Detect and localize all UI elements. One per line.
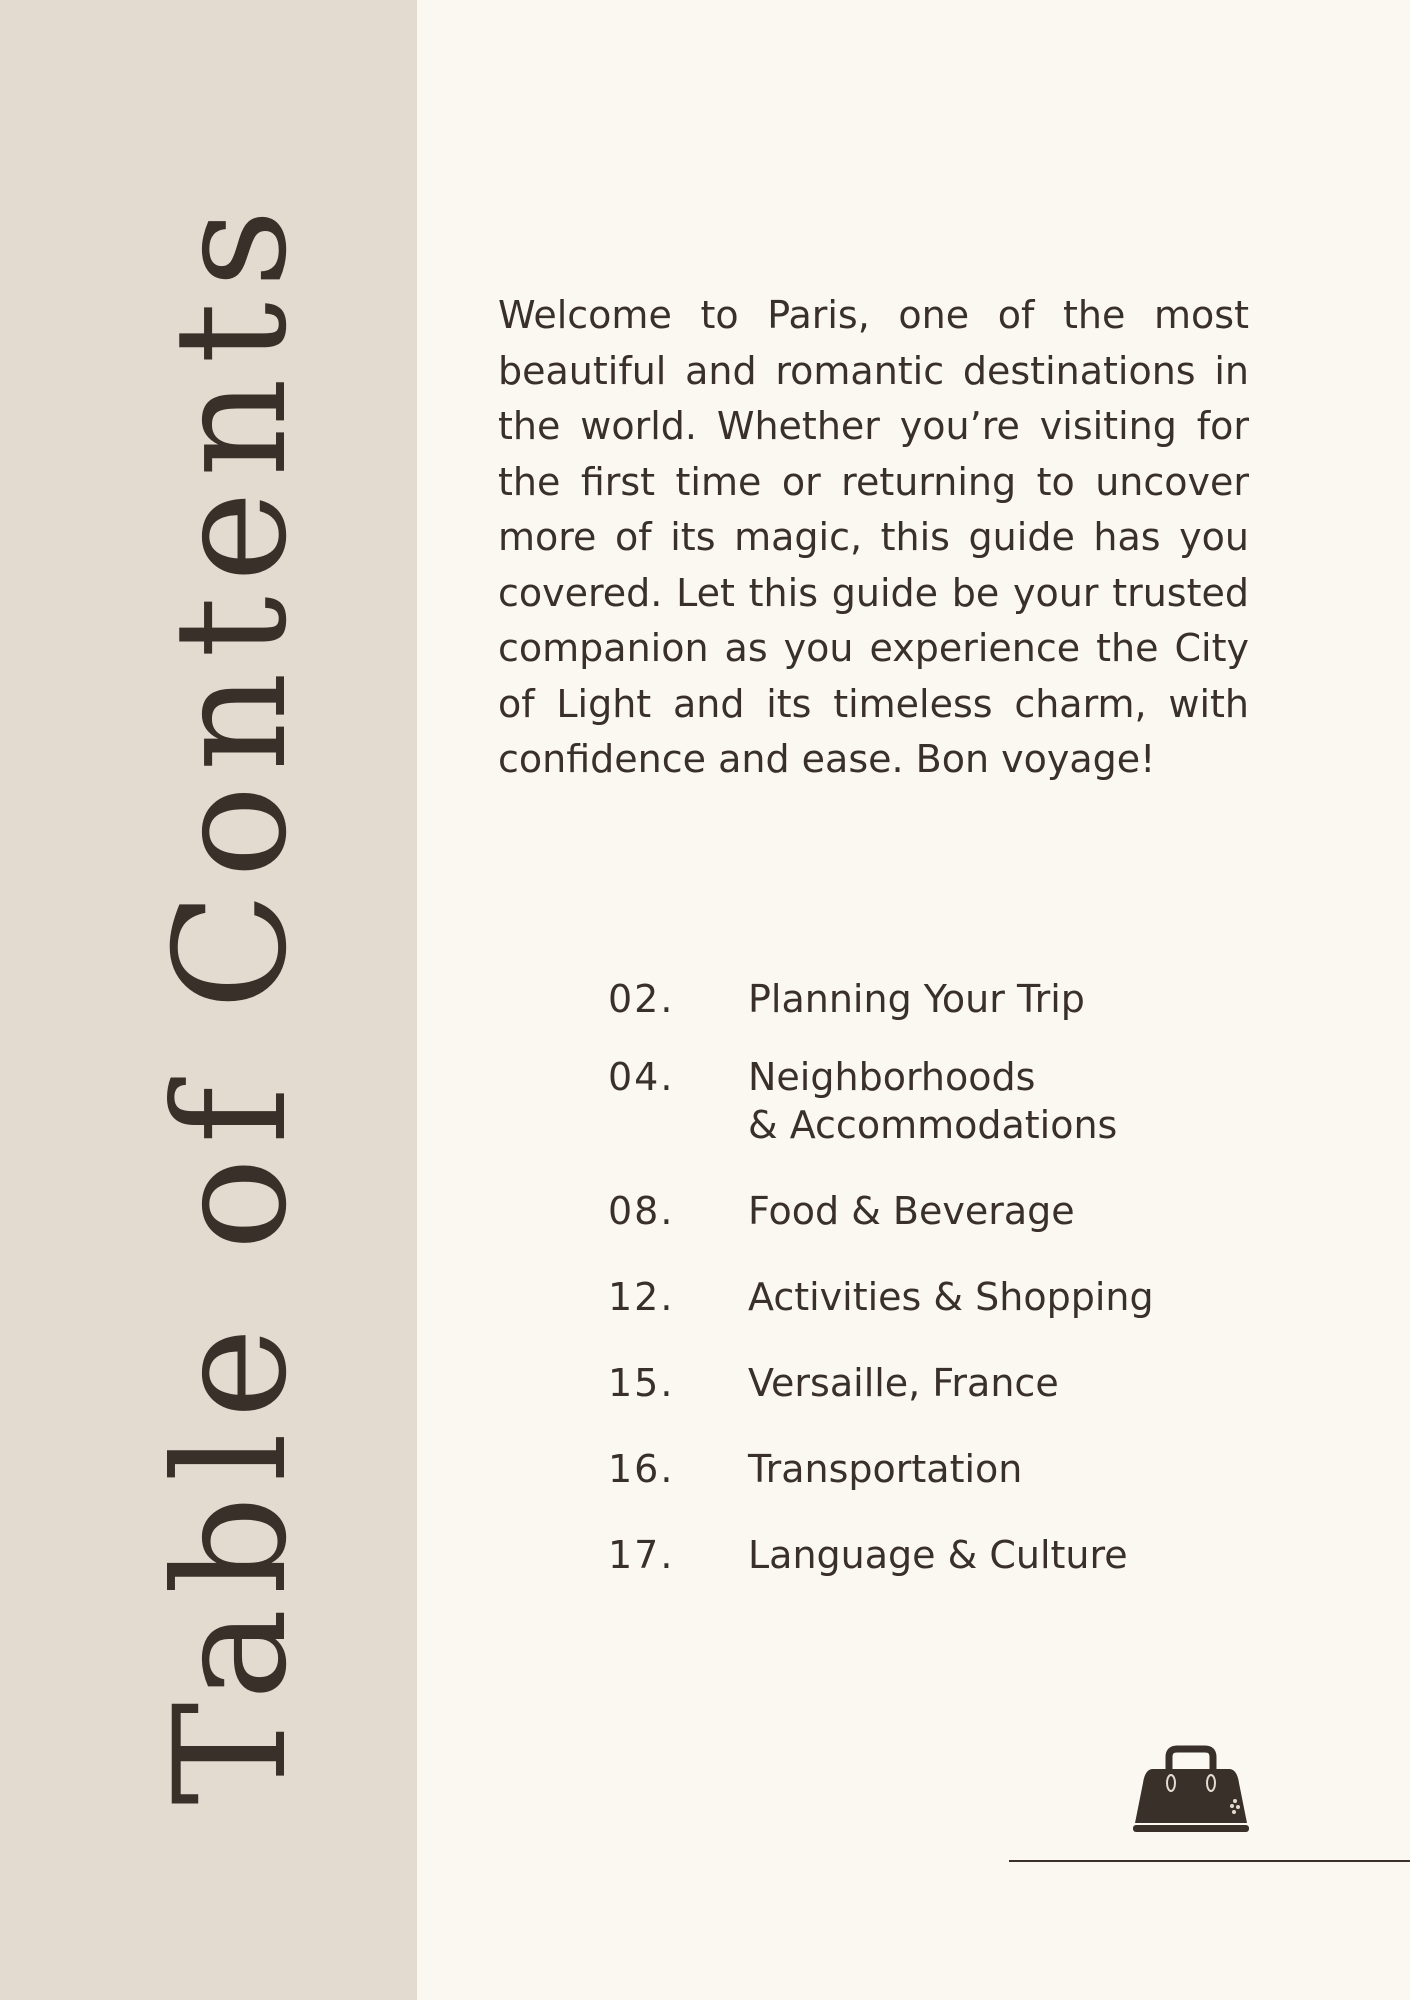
toc-item-language[interactable] — [608, 1531, 1248, 1579]
toc-item-label: Transportation — [748, 1447, 1023, 1491]
sidebar — [0, 0, 417, 2000]
toc-item-neighborhoods[interactable] — [608, 1053, 1248, 1149]
table-of-contents — [608, 975, 1248, 1617]
toc-item-label: Versaille, France — [748, 1361, 1059, 1405]
page-title: Table of Contents — [142, 194, 321, 1806]
toc-item-label: Neighborhoods & Accommodations — [748, 1055, 1118, 1147]
toc-item-planning[interactable] — [608, 975, 1248, 1023]
toc-page-number: 16. — [608, 1447, 675, 1491]
toc-item-versaille[interactable] — [608, 1359, 1248, 1407]
travel-bag-icon — [1131, 1743, 1251, 1833]
toc-item-label: Activities & Shopping — [748, 1275, 1154, 1319]
toc-item-activities[interactable] — [608, 1273, 1248, 1321]
toc-item-transportation[interactable] — [608, 1445, 1248, 1493]
toc-page-number: 04. — [608, 1055, 675, 1099]
toc-item-label: Food & Beverage — [748, 1189, 1075, 1233]
toc-page-number: 02. — [608, 977, 675, 1021]
toc-item-food[interactable] — [608, 1187, 1248, 1235]
toc-page-number: 12. — [608, 1275, 675, 1319]
intro-paragraph: Welcome to Paris, one of the most beautiful and romantic destinations in the world. Whether you’re visiting for the first time or returning to uncover more of its magic, this guide has you covered. Let this guide be your trusted companion as you experience the City of Light and its timeless charm, with confidence and ease. Bon voyage! — [498, 293, 1249, 781]
toc-page-number: 15. — [608, 1361, 675, 1405]
toc-page-number: 17. — [608, 1533, 675, 1577]
toc-item-label: Language & Culture — [748, 1533, 1128, 1577]
divider-line — [1009, 1860, 1410, 1862]
toc-page-number: 08. — [608, 1189, 675, 1233]
toc-item-label: Planning Your Trip — [748, 977, 1085, 1021]
